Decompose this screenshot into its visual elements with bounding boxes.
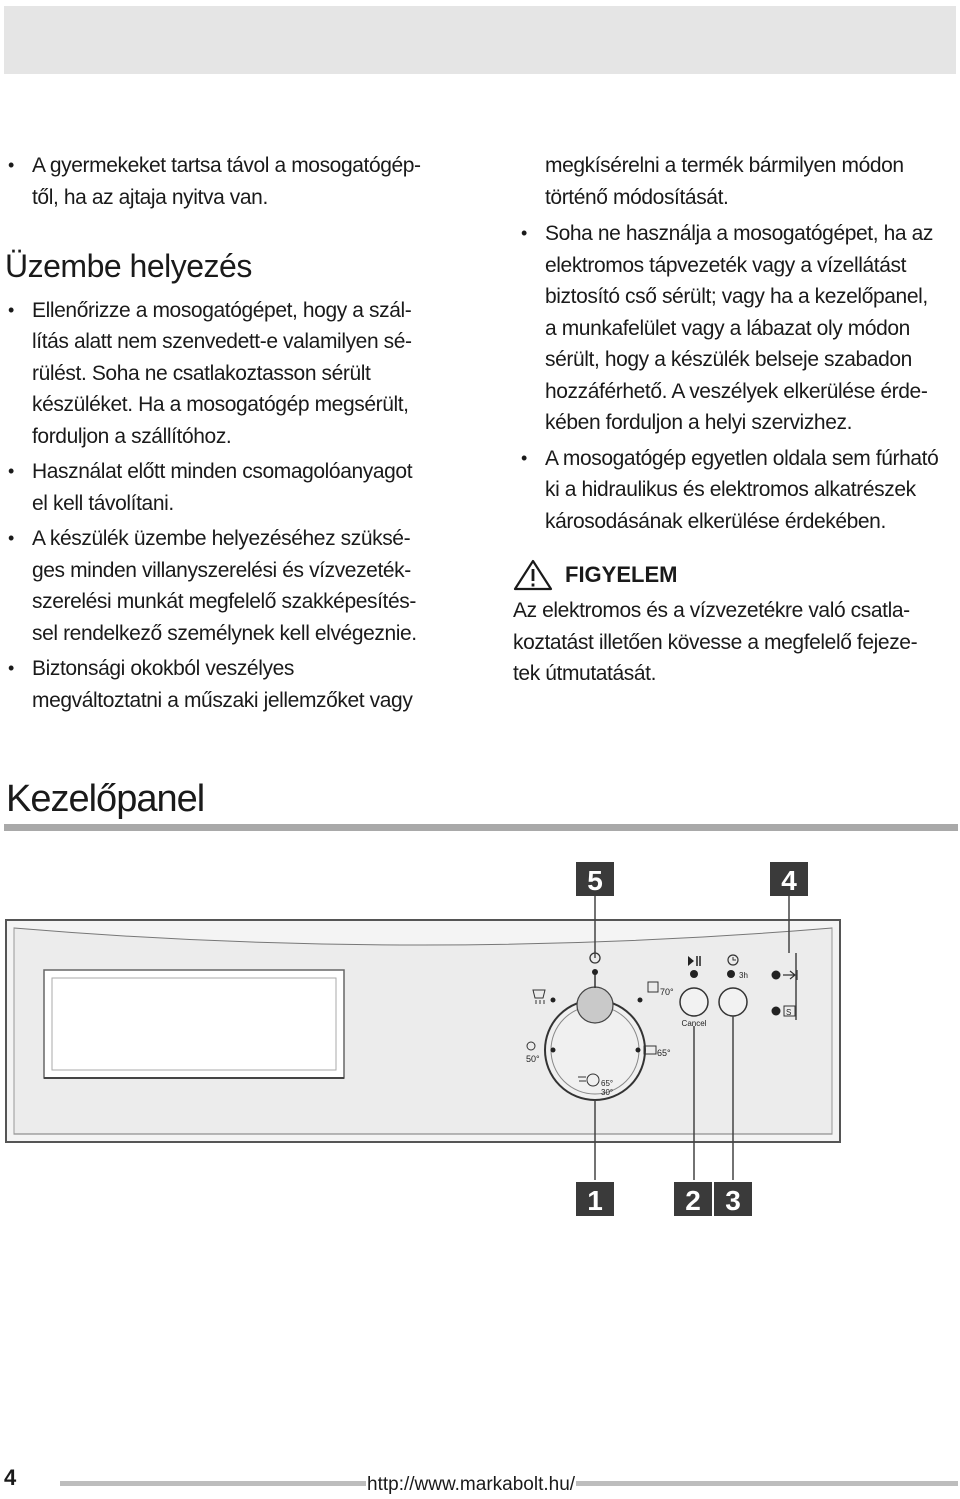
line: kében forduljon a helyi szervizhez. [545, 411, 853, 434]
line: tek útmutatását. [513, 662, 657, 685]
left-column [5, 150, 448, 720]
bullet-children [8, 150, 448, 213]
warning-triangle-icon [513, 559, 553, 591]
line: hozzáférhető. A veszélyek elkerülése érde- [545, 379, 928, 403]
svg-text:3: 3 [725, 1185, 741, 1216]
line: A gyermekeket tartsa távol a mosogatógép- [32, 154, 421, 177]
line: megkísérelni a termék bármilyen módon [545, 154, 904, 177]
header-band [4, 6, 956, 74]
svg-text:30°: 30° [601, 1088, 614, 1097]
svg-text:Cancel: Cancel [681, 1019, 707, 1028]
bullet-check-damage [8, 295, 448, 453]
warning-header [513, 559, 960, 591]
line: a munkafelület vagy a lábazat oly módon [545, 316, 910, 340]
svg-text:65°: 65° [601, 1079, 614, 1088]
line: forduljon a szállítóhoz. [32, 424, 232, 448]
bullet-qualified-installer [8, 523, 448, 649]
callout-2 [674, 1182, 712, 1216]
line: sérült, hogy a készülék belseje szabadon [545, 348, 912, 371]
line: történő módosítását. [545, 185, 729, 209]
callout-5 [576, 862, 614, 896]
line: A mosogatógép egyetlen oldala sem fúrható [545, 446, 939, 470]
section-title-installation: Üzembe helyezés [5, 248, 252, 284]
warning-text [513, 595, 960, 690]
svg-text:3h: 3h [739, 971, 748, 980]
control-panel-diagram [0, 850, 960, 1230]
line: Ellenőrizze a mosogatógépet, hogy a szál- [32, 298, 412, 322]
line: el kell távolítani. [32, 491, 174, 515]
door-handle [44, 970, 344, 1078]
svg-text:50°: 50° [526, 1054, 540, 1064]
svg-text:70°: 70° [660, 987, 674, 997]
warning-box [513, 559, 960, 690]
line: sel rendelkező személynek kell elvégeznie. [32, 621, 417, 645]
callout-3 [714, 1182, 752, 1216]
line: károsodásának elkerülése érdekében. [545, 509, 886, 533]
svg-text:4: 4 [781, 865, 797, 896]
line: ges minden villanyszerelési és vízvezeték- [32, 558, 411, 582]
svg-text:65°: 65° [657, 1048, 671, 1058]
line: A készülék üzembe helyezéséhez szüksé- [32, 527, 411, 550]
continuation-text [513, 150, 960, 213]
line: Biztonsági okokból veszélyes [32, 657, 294, 680]
svg-text:5: 5 [587, 865, 603, 896]
svg-text:S: S [786, 1008, 792, 1017]
section-title-control-panel: Kezelőpanel [6, 778, 205, 820]
bullet-no-drilling [521, 443, 960, 538]
bullet-packaging [8, 456, 448, 519]
bullet-modification [8, 653, 448, 716]
svg-text:1: 1 [587, 1185, 603, 1216]
line: koztatást illetően kövesse a megfelelő fejeze- [513, 630, 918, 654]
line: Használat előtt minden csomagolóanyagot [32, 460, 413, 483]
line: rülést. Soha ne csatlakoztasson sérült [32, 361, 371, 385]
line: biztosító cső sérült; vagy ha a kezelőpanel, [545, 285, 928, 308]
line: elektromos tápvezeték vagy a vízellátást [545, 253, 907, 277]
line: szerelési munkát megfelelő szakképesítés- [32, 590, 416, 613]
svg-text:2: 2 [685, 1185, 701, 1216]
bullet-damaged-cable [521, 218, 960, 439]
line: megváltoztatni a műszaki jellemzőket vagy [32, 688, 413, 712]
section-rule [4, 824, 958, 831]
callout-1 [576, 1182, 614, 1216]
footer-url-link[interactable]: http://www.markabolt.hu/ [367, 1474, 576, 1495]
line: Soha ne használja a mosogatógépet, ha az [545, 222, 933, 245]
callout-4 [770, 862, 808, 896]
line: től, ha az ajtaja nyitva van. [32, 185, 268, 209]
right-column [513, 150, 960, 690]
line: ki a hidraulikus és elektromos alkatrészek [545, 478, 916, 501]
page-number: 4 [4, 1465, 17, 1490]
warning-title: FIGYELEM [565, 562, 678, 588]
line: Az elektromos és a vízvezetékre való csatla- [513, 599, 910, 622]
line: készüléket. Ha a mosogatógép megsérült, [32, 393, 409, 416]
line: lítás alatt nem szenvedett-e valamilyen sé- [32, 330, 412, 353]
